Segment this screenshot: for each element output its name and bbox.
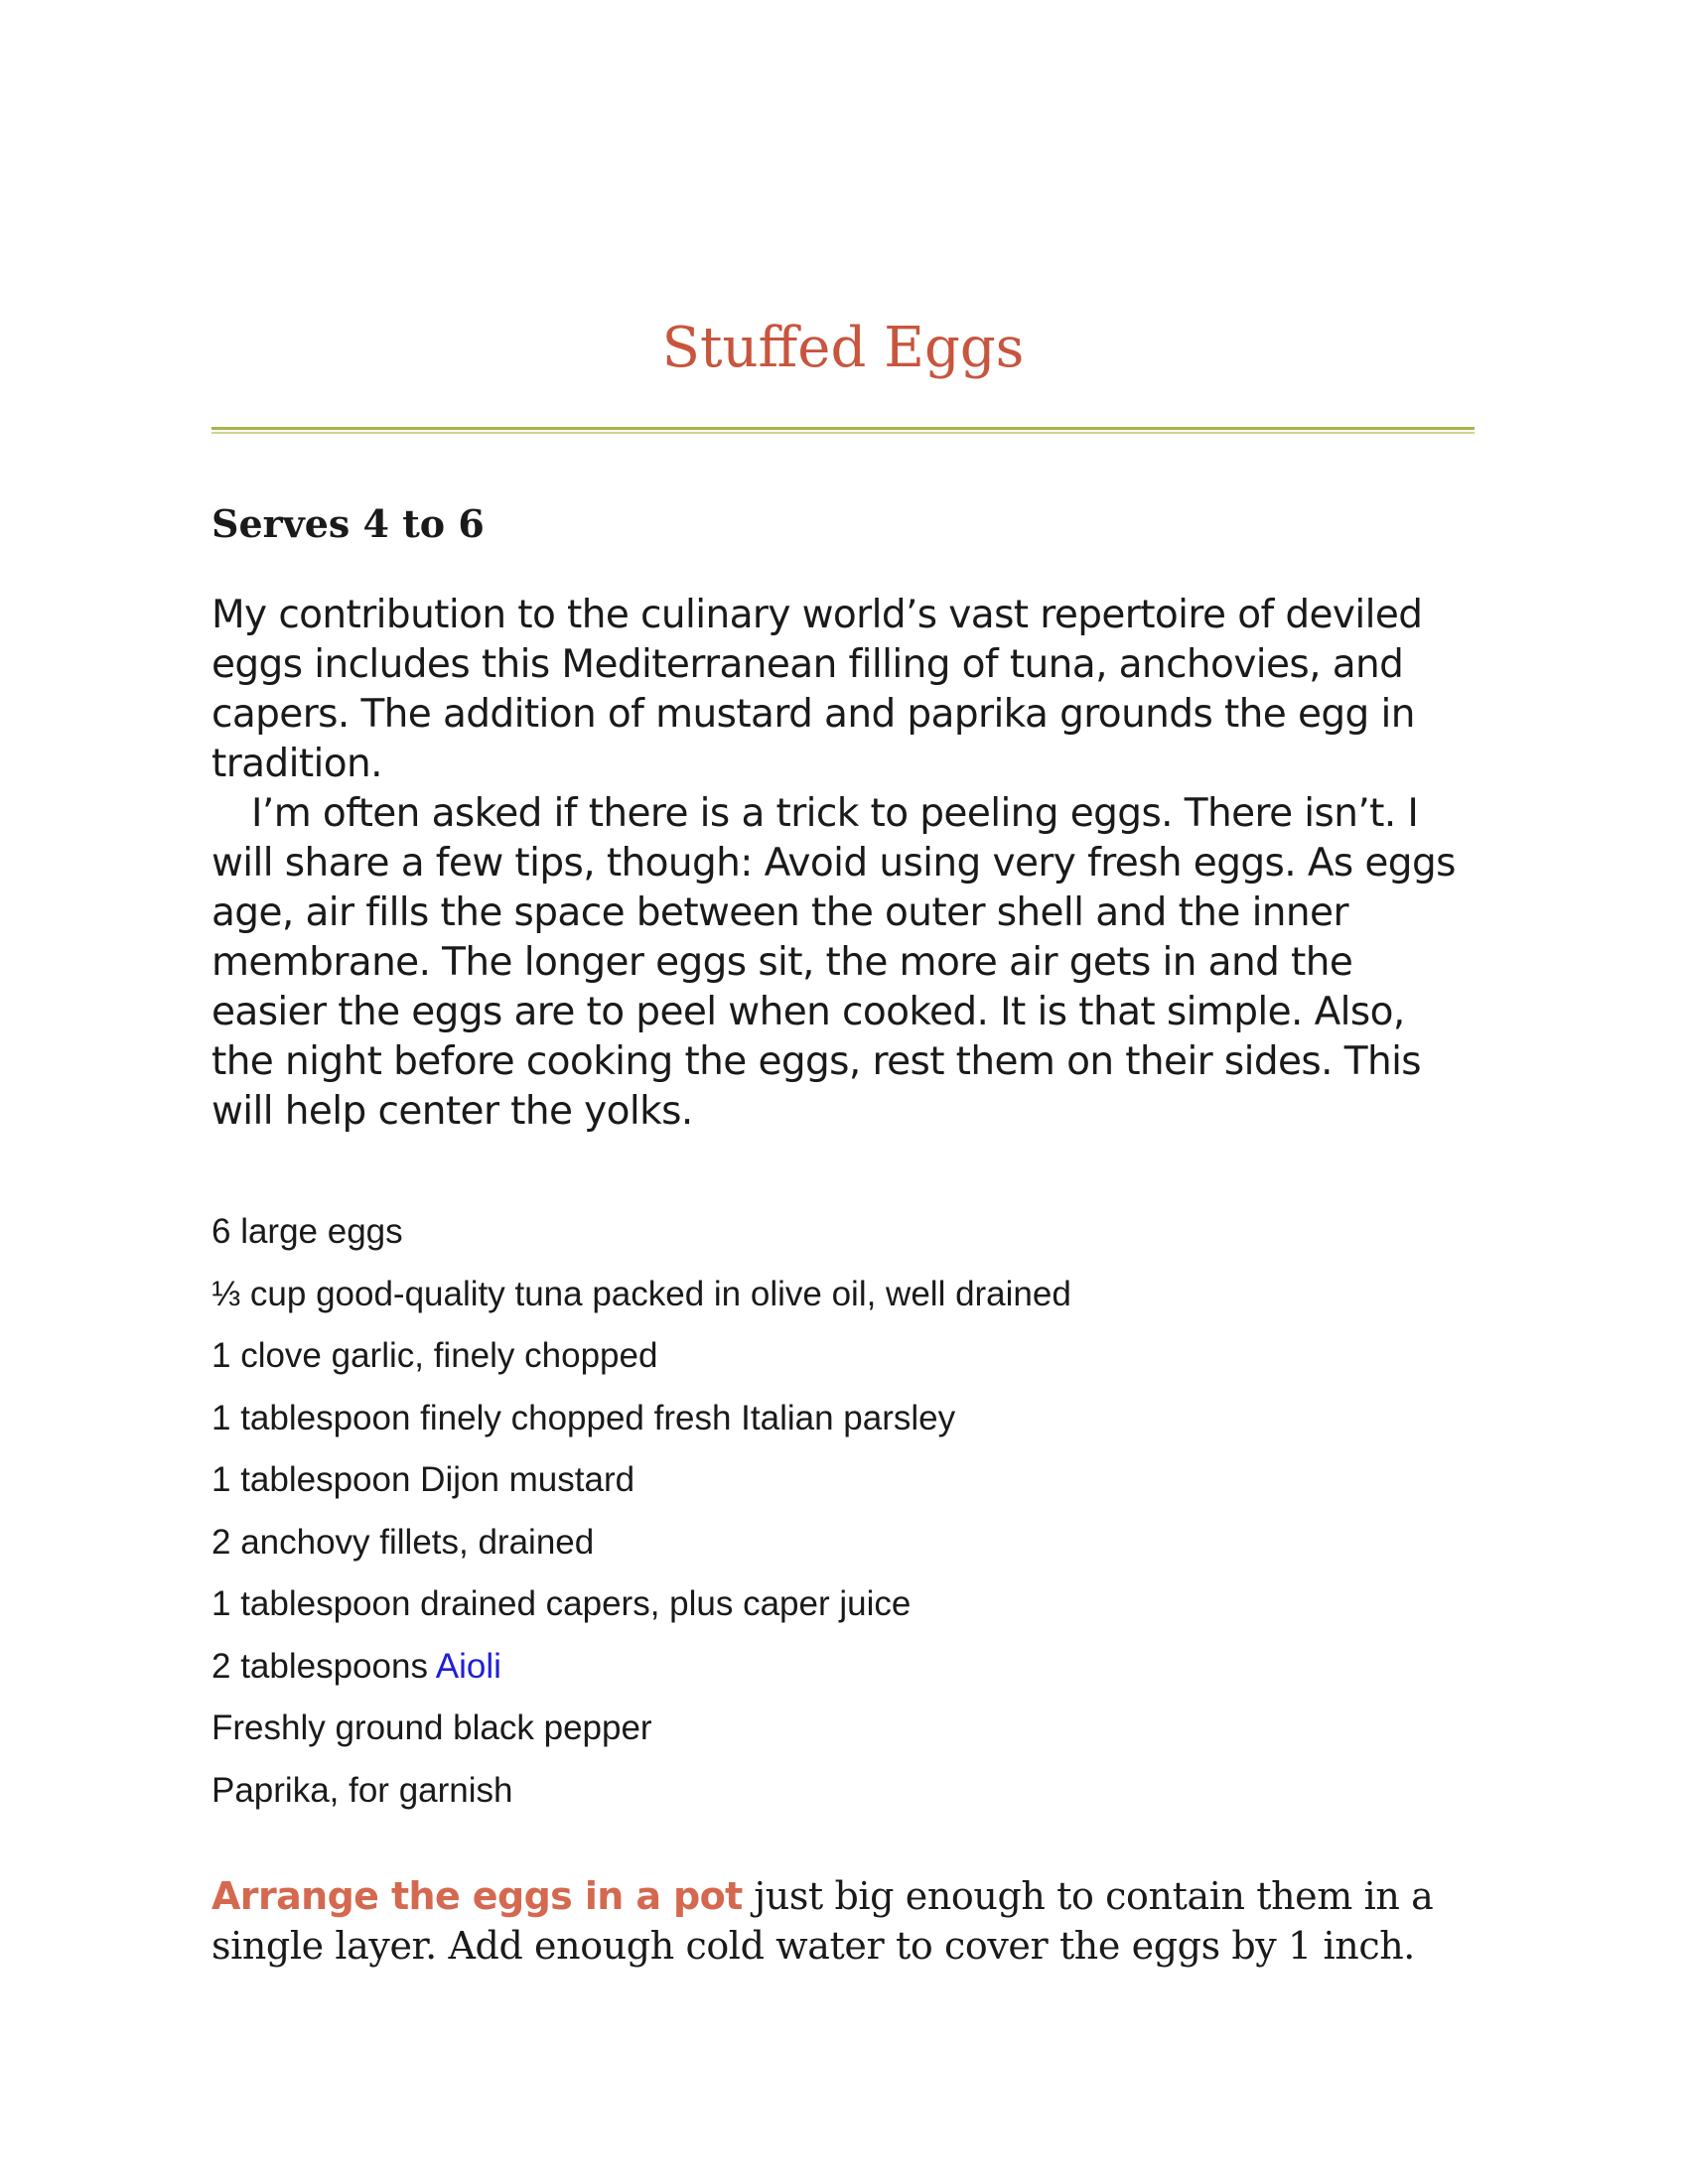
ingredient-item: 1 tablespoon Dijon mustard (211, 1460, 635, 1499)
serves-heading: Serves 4 to 6 (211, 501, 485, 546)
intro-text (211, 591, 1475, 1137)
ingredient-item: 1 clove garlic, finely chopped (211, 1336, 658, 1375)
ingredient-item: 6 large eggs (211, 1212, 403, 1251)
ingredient-item: 1 tablespoon finely chopped fresh Italian parsley (211, 1398, 956, 1437)
step-lead-in: Arrange the eggs in a pot (211, 1874, 743, 1918)
ingredient-list (211, 1201, 1071, 1822)
step-text: just big enough to contain them in a single layer. Add enough cold water to cover the eggs by 1 inch. (211, 1874, 1434, 1968)
recipe-title: Stuffed Eggs (661, 316, 1025, 380)
ingredient-item: 1 tablespoon drained capers, plus caper juice (211, 1584, 912, 1623)
ingredient-item: Paprika, for garnish (211, 1770, 513, 1810)
ingredient-item: Freshly ground black pepper (211, 1708, 652, 1747)
title-divider (211, 427, 1475, 434)
aioli-link[interactable]: Aioli (435, 1646, 501, 1686)
ingredient-item: ⅓ cup good-quality tuna packed in olive oil, well drained (211, 1274, 1071, 1313)
ingredient-item-aioli (211, 1636, 1071, 1699)
ingredient-item: 2 anchovy fillets, drained (211, 1522, 595, 1562)
method-step (211, 1871, 1475, 1971)
ingredient-aioli-prefix: 2 tablespoons (211, 1646, 436, 1686)
intro-paragraph-1: My contribution to the culinary world’s vast repertoire of deviled eggs includes this Mediterranean filling of tuna, anchovies, and capers. The addition of mustard and paprika grounds the egg in tradition. (211, 593, 1423, 786)
intro-paragraph-2: I’m often asked if there is a trick to peeling eggs. There isn’t. I will share a few tips, though: Avoid using very fresh eggs. As eggs age, air fills the space between the outer shell and the inner membrane. The longer eggs sit, the more air gets in and the easier the eggs are to peel when cooked. It is that simple. Also, the night before cooking the eggs, rest them on their sides. This will help center the yolks. (211, 791, 1456, 1134)
